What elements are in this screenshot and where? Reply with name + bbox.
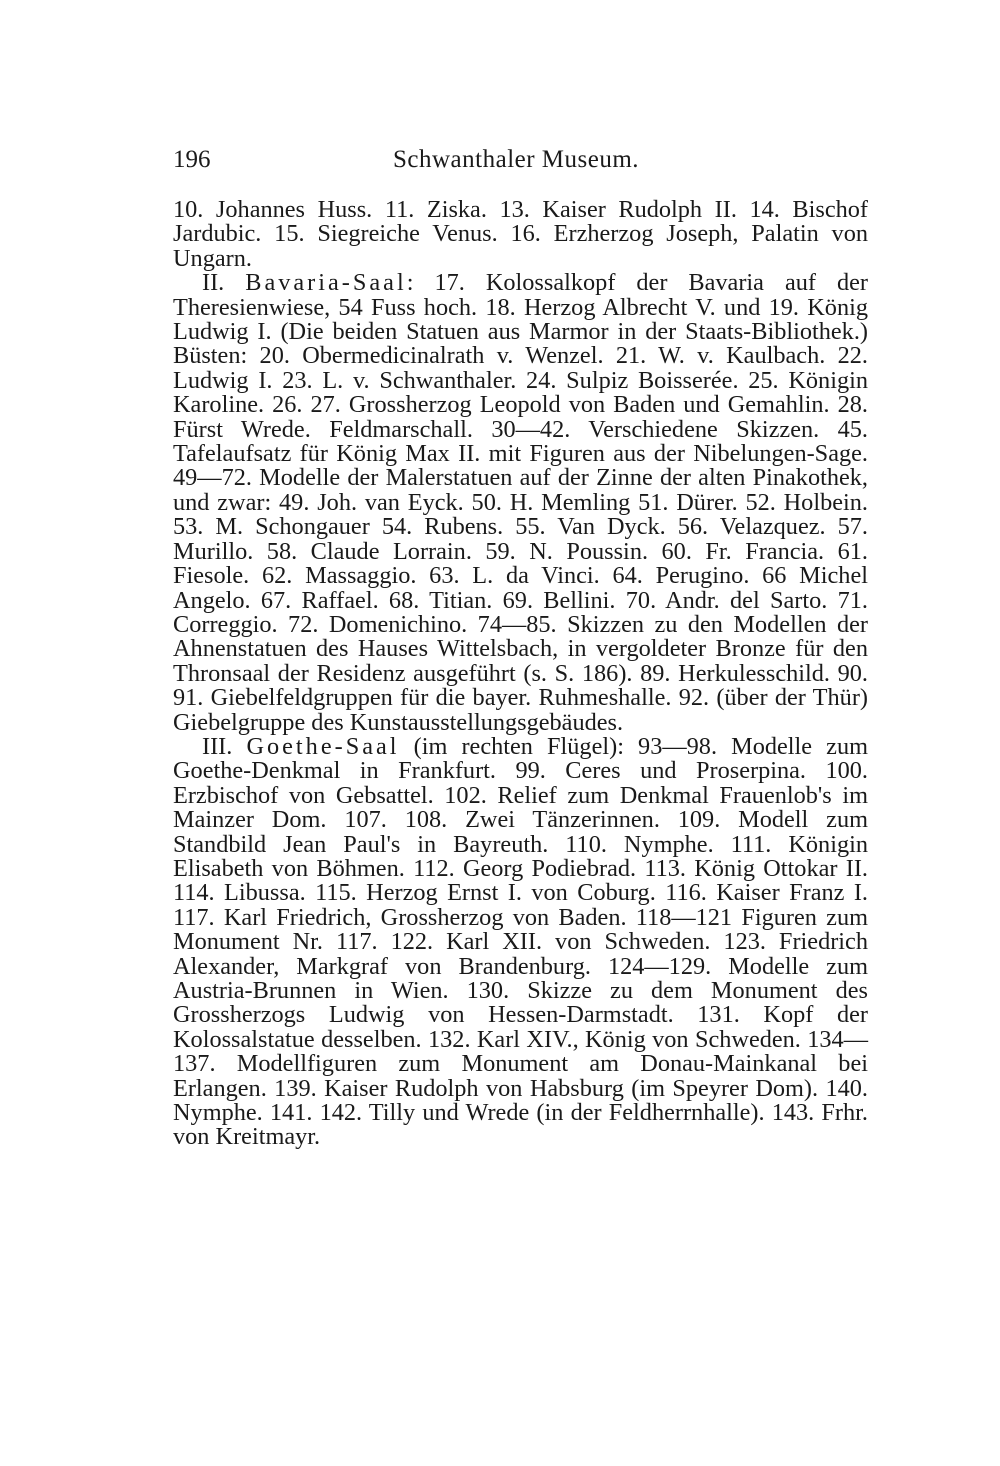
room-name: Goethe-Saal	[246, 732, 400, 760]
page-number: 196	[173, 146, 211, 173]
paragraph-text: 10. Johannes Huss. 11. Ziska. 13. Kaiser Rudolph II. 14. Bischof Jardubic. 15. Siegreiche Venus. 16. Erzherzog Joseph, Palatin von Ungarn.	[173, 196, 868, 272]
section-number: III.	[202, 732, 247, 760]
paragraph-list-continuation	[173, 198, 868, 271]
paragraph-bavaria-saal	[173, 271, 868, 735]
paragraph-goethe-saal	[173, 732, 868, 1151]
section-number: II.	[202, 269, 246, 297]
running-title: Schwanthaler Museum.	[393, 146, 640, 173]
body-text	[173, 198, 868, 1150]
room-name: Bavaria-Saal	[245, 269, 407, 297]
paragraph-text: : 17. Kolossalkopf der Bavaria auf der Theresienwiese, 54 Fuss hoch. 18. Herzog Albrecht V. und 19. König Ludwig I. (Die beiden Statuen aus Marmor in der Staats-Bibliothek.) Büsten: 20. Obermedicinalrath v. Wenzel. 21. W. v. Kaulbach. 22. Ludwig I. 23. L. v. Schwanthaler. 24. Sulpiz Boisserée. 25. Königin Karoline. 26. 27. Grossherzog Leopold von Baden und Gemahlin. 28. Fürst Wrede. Feldmarschall. 30—42. Verschiedene Skizzen. 45. Tafelaufsatz für König Max II. mit Figuren aus der Nibelungen-Sage. 49—72. Modelle der Malerstatuen auf der Zinne der alten Pinakothek, und zwar: 49. Joh. van Eyck. 50. H. Memling 51. Dürer. 52. Holbein. 53. M. Schongauer 54. Rubens. 55. Van Dyck. 56. Velazquez. 57. Murillo. 58. Claude Lorrain. 59. N. Poussin. 60. Fr. Francia. 61. Fiesole. 62. Massaggio. 63. L. da Vinci. 64. Perugino. 66 Michel Angelo. 67. Raffael. 68. Titian. 69. Bellini. 70. Andr. del Sarto. 71. Correggio. 72. Domenichino. 74—85. Skizzen zu den Modellen der Ahnenstatuen des Hauses Wittelsbach, in vergoldeter Bronze für den Thronsaal der Residenz ausgeführt (s. S. 186). 89. Herkulesschild. 90. 91. Giebelfeldgruppen für die bayer. Ruhmeshalle. 92. (über der Thür) Giebelgruppe des Kunstausstellungsgebäudes.	[173, 269, 868, 736]
running-head	[173, 143, 868, 177]
paragraph-text: (im rechten Flügel): 93—98. Modelle zum Goethe-Denkmal in Frankfurt. 99. Ceres und Proserpina. 100. Erzbischof von Gebsattel. 102. Relief zum Denkmal Frauenlob's im Mainzer Dom. 107. 108. Zwei Tänzerinnen. 109. Modell zum Standbild Jean Paul's in Bayreuth. 110. Nymphe. 111. Königin Elisabeth von Böhmen. 112. Georg Podiebrad. 113. König Ottokar II. 114. Libussa. 115. Herzog Ernst I. von Coburg. 116. Kaiser Franz I. 117. Karl Friedrich, Grossherzog von Baden. 118—121 Figuren zum Monument Nr. 117. 122. Karl XII. von Schweden. 123. Friedrich Alexander, Markgraf von Brandenburg. 124—129. Modelle zum Austria-Brunnen in Wien. 130. Skizze zu dem Monument des Grossherzogs Ludwig von Hessen-Darmstadt. 131. Kopf der Kolossalstatue desselben. 132. Karl XIV., König von Schweden. 134—137. Modellfiguren zum Monument am Donau-Mainkanal bei Erlangen. 139. Kaiser Rudolph von Habsburg (im Speyrer Dom). 140. Nymphe. 141. 142. Tilly und Wrede (in der Feldherrnhalle). 143. Frhr. von Kreitmayr.	[173, 732, 868, 1151]
